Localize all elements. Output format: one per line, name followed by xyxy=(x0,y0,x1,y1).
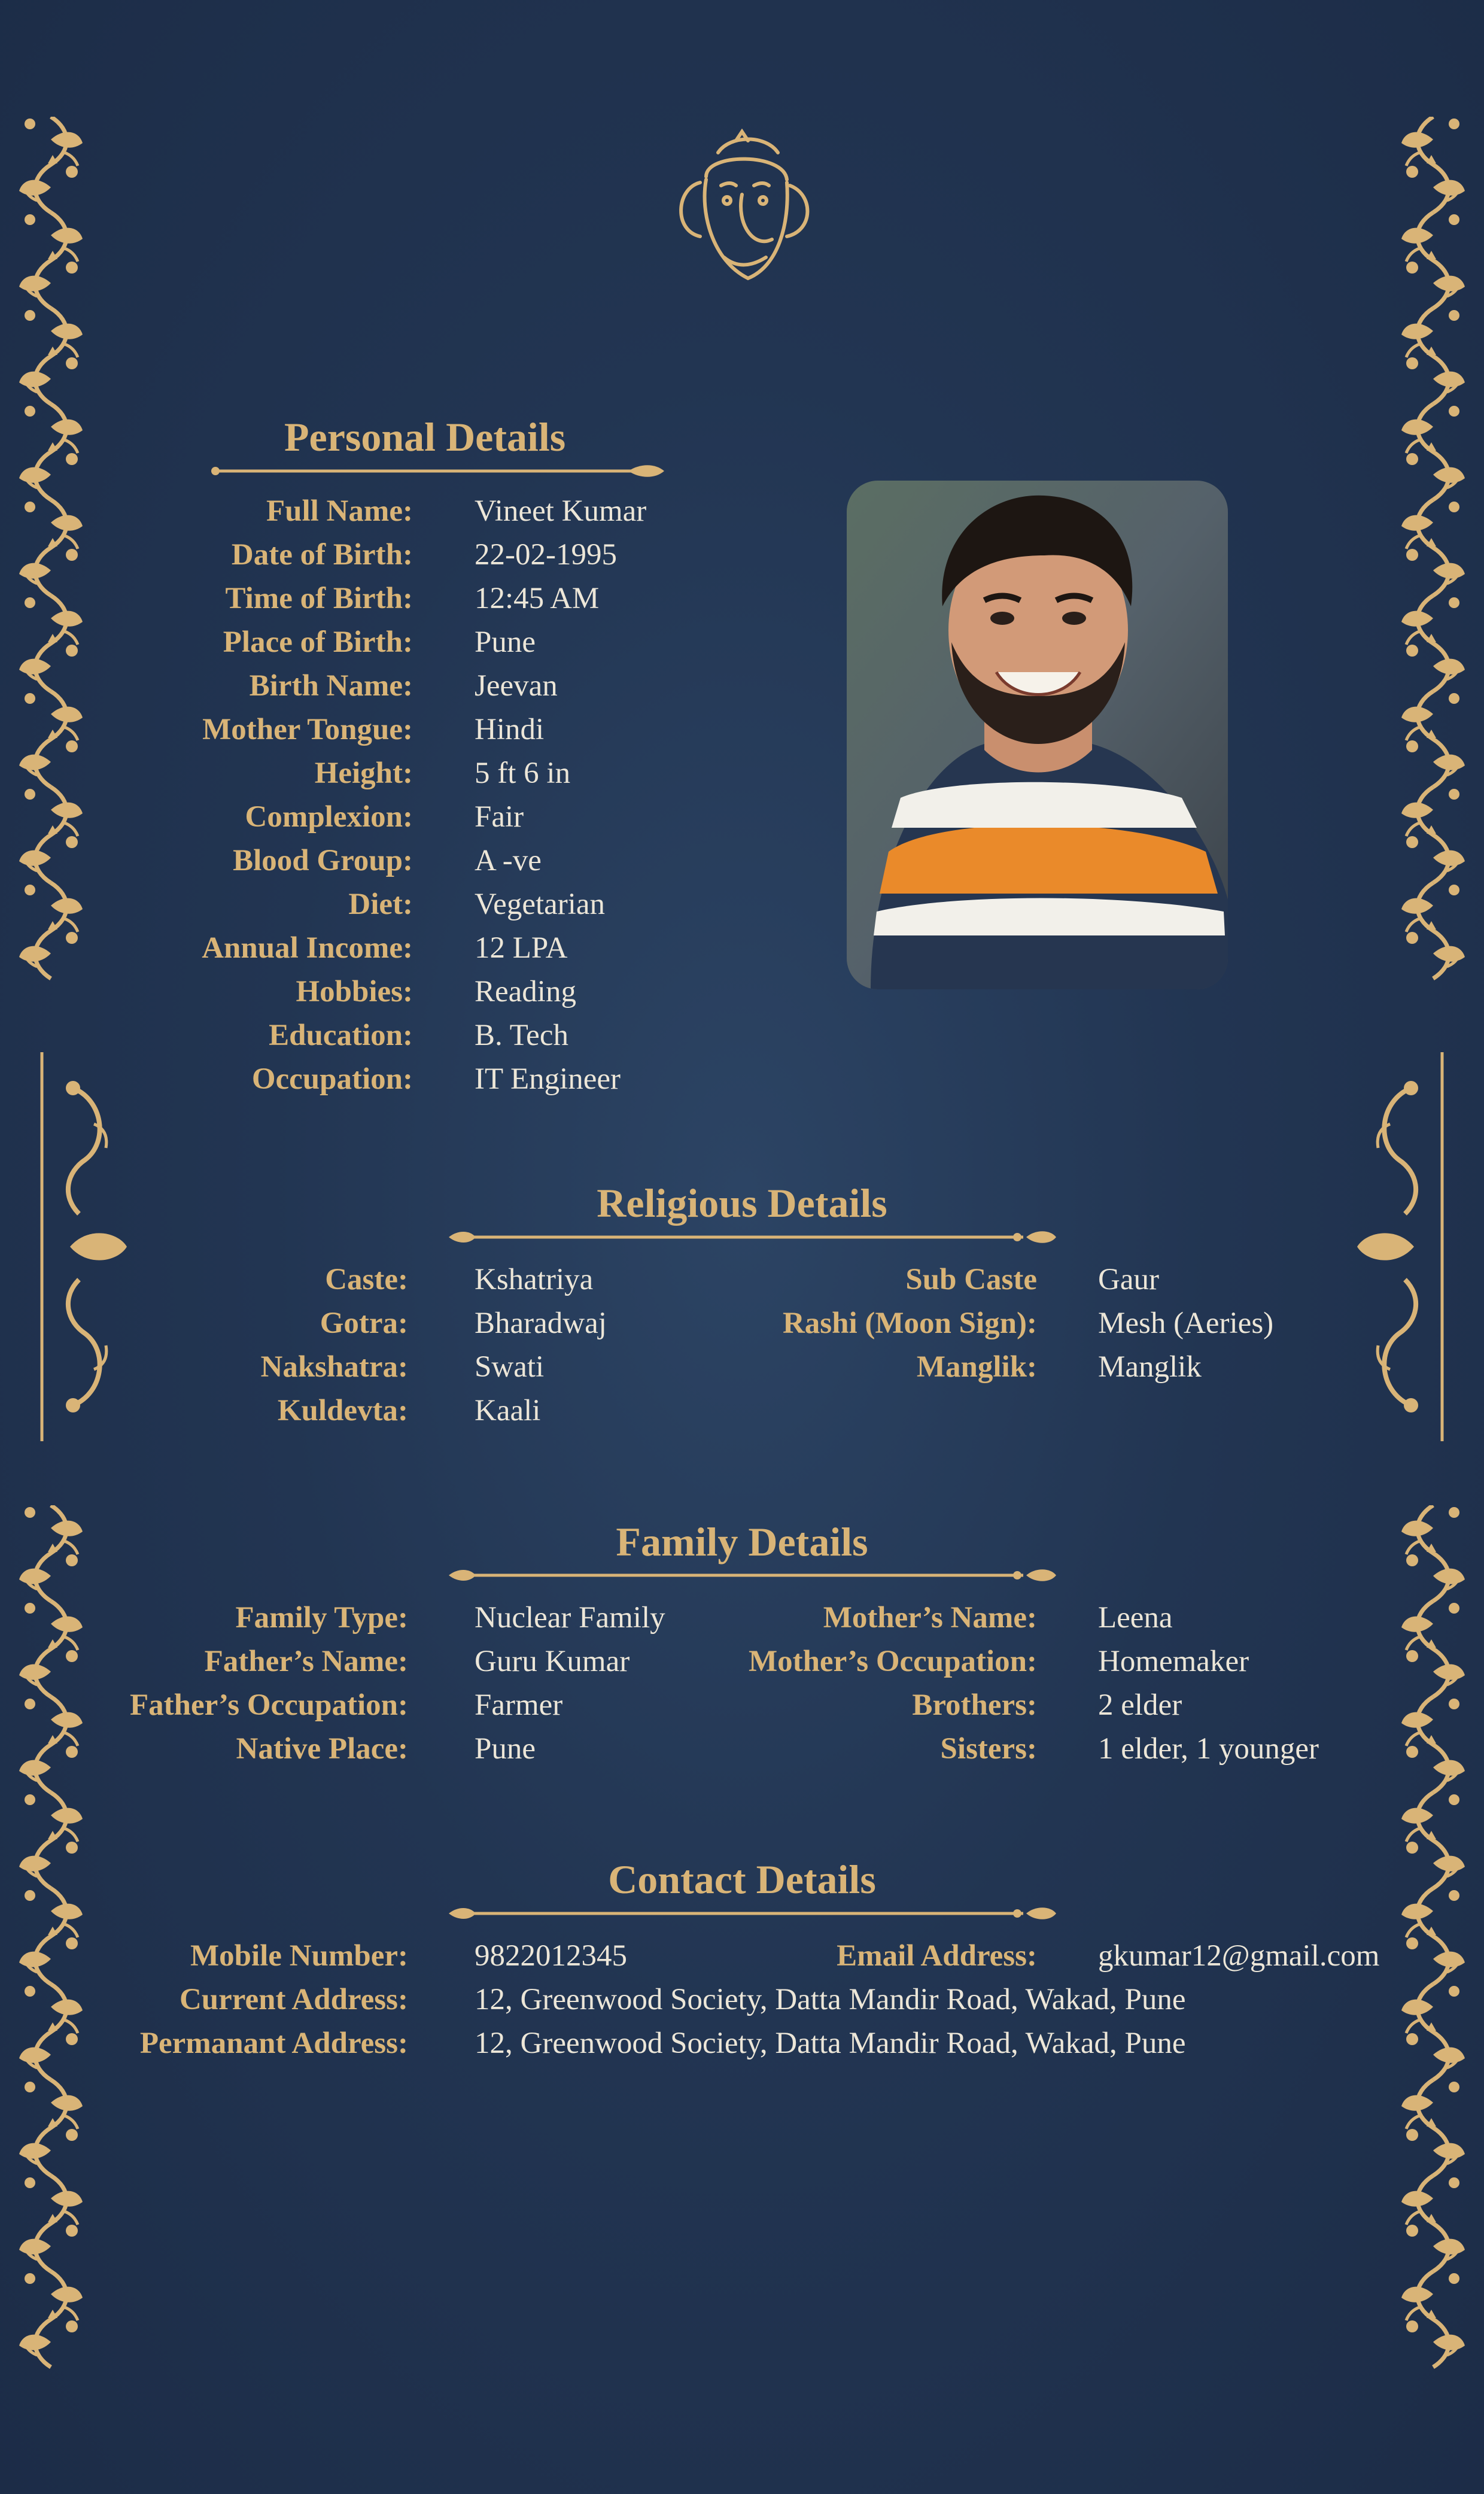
personal-detail-value: A -ve xyxy=(475,844,542,877)
family-detail-right-label: Mother’s Name: xyxy=(823,1601,1037,1635)
email-address-value[interactable]: gkumar12@gmail.com xyxy=(1098,1939,1380,1973)
family-detail-right-value: 2 elder xyxy=(1098,1688,1182,1722)
left-vine-ornament-top xyxy=(18,117,84,991)
mobile-number-label: Mobile Number: xyxy=(190,1939,408,1973)
religious-detail-left-value: Kaali xyxy=(475,1394,541,1427)
religious-detail-left-value: Bharadwaj xyxy=(475,1307,607,1340)
personal-detail-label: Date of Birth: xyxy=(231,538,413,572)
family-detail-right-label: Mother’s Occupation: xyxy=(748,1645,1037,1678)
permanent-address-value: 12, Greenwood Society, Datta Mandir Road, Wakad, Pune xyxy=(475,2027,1186,2060)
personal-detail-value: 5 ft 6 in xyxy=(475,757,571,790)
personal-detail-value: 12:45 AM xyxy=(475,582,600,615)
family-detail-left-label: Family Type: xyxy=(235,1601,408,1635)
personal-detail-label: Birth Name: xyxy=(249,669,413,703)
mobile-number-value: 9822012345 xyxy=(475,1939,627,1973)
personal-detail-label: Time of Birth: xyxy=(225,582,413,615)
right-scroll-ornament xyxy=(1351,1052,1447,1441)
religious-detail-left-label: Gotra: xyxy=(320,1307,408,1340)
religious-detail-right-value: Manglik xyxy=(1098,1350,1202,1384)
contact-title-divider xyxy=(449,1904,1059,1922)
religious-detail-right-label: Rashi (Moon Sign): xyxy=(782,1307,1037,1340)
left-scroll-ornament xyxy=(37,1052,133,1441)
religious-detail-right-label: Sub Caste xyxy=(905,1263,1037,1296)
religious-details-title: Religious Details xyxy=(597,1180,887,1226)
family-detail-right-label: Brothers: xyxy=(912,1688,1037,1722)
permanent-address-label: Permanant Address: xyxy=(139,2027,408,2060)
personal-detail-value: B. Tech xyxy=(475,1019,568,1052)
religious-detail-left-label: Nakshatra: xyxy=(260,1350,408,1384)
personal-detail-label: Mother Tongue: xyxy=(202,713,413,746)
personal-detail-value: 22-02-1995 xyxy=(475,538,617,572)
email-address-label: Email Address: xyxy=(837,1939,1037,1973)
right-vine-ornament-top xyxy=(1400,117,1466,991)
family-title-divider xyxy=(449,1566,1059,1584)
personal-detail-value: 12 LPA xyxy=(475,931,568,965)
personal-detail-label: Occupation: xyxy=(251,1062,413,1096)
family-detail-left-label: Father’s Name: xyxy=(204,1645,408,1678)
personal-detail-value: Jeevan xyxy=(475,669,558,703)
personal-detail-label: Diet: xyxy=(348,888,413,921)
contact-details-title: Contact Details xyxy=(608,1857,876,1902)
personal-detail-label: Education: xyxy=(269,1019,413,1052)
right-vine-ornament-bottom xyxy=(1400,1505,1466,2379)
family-detail-left-value: Guru Kumar xyxy=(475,1645,630,1678)
personal-detail-value: Hindi xyxy=(475,713,545,746)
personal-detail-value: Vegetarian xyxy=(475,888,606,921)
religious-title-divider xyxy=(449,1228,1059,1246)
family-detail-right-value: 1 elder, 1 younger xyxy=(1098,1732,1319,1766)
current-address-label: Current Address: xyxy=(179,1983,408,2016)
personal-detail-label: Place of Birth: xyxy=(223,625,413,659)
personal-detail-value: Fair xyxy=(475,800,524,834)
current-address-value: 12, Greenwood Society, Datta Mandir Road, Wakad, Pune xyxy=(475,1983,1186,2016)
family-details-title: Family Details xyxy=(616,1519,868,1565)
family-detail-right-value: Homemaker xyxy=(1098,1645,1249,1678)
personal-detail-label: Complexion: xyxy=(245,800,413,834)
personal-title-divider xyxy=(209,462,670,480)
religious-detail-right-label: Manglik: xyxy=(916,1350,1037,1384)
personal-detail-label: Full Name: xyxy=(266,494,413,528)
personal-detail-value: Vineet Kumar xyxy=(475,494,647,528)
religious-detail-left-value: Kshatriya xyxy=(475,1263,594,1296)
personal-detail-value: Pune xyxy=(475,625,536,659)
religious-detail-right-value: Gaur xyxy=(1098,1263,1159,1296)
religious-detail-left-value: Swati xyxy=(475,1350,545,1384)
personal-detail-value: IT Engineer xyxy=(475,1062,621,1096)
family-detail-left-label: Native Place: xyxy=(236,1732,408,1766)
personal-detail-value: Reading xyxy=(475,975,576,1008)
profile-photo xyxy=(847,481,1228,989)
family-detail-right-label: Sisters: xyxy=(940,1732,1037,1766)
family-detail-left-value: Farmer xyxy=(475,1688,563,1722)
left-vine-ornament-bottom xyxy=(18,1505,84,2379)
religious-detail-left-label: Caste: xyxy=(325,1263,408,1296)
religious-detail-left-label: Kuldevta: xyxy=(277,1394,408,1427)
personal-detail-label: Blood Group: xyxy=(233,844,413,877)
religious-detail-right-value: Mesh (Aeries) xyxy=(1098,1307,1274,1340)
personal-detail-label: Height: xyxy=(314,757,413,790)
family-detail-left-value: Nuclear Family xyxy=(475,1601,665,1635)
family-detail-left-label: Father’s Occupation: xyxy=(129,1688,408,1722)
personal-detail-label: Hobbies: xyxy=(296,975,413,1008)
ganesha-icon xyxy=(664,129,820,293)
personal-details-title: Personal Details xyxy=(284,414,566,460)
family-detail-right-value: Leena xyxy=(1098,1601,1173,1635)
personal-detail-label: Annual Income: xyxy=(202,931,413,965)
family-detail-left-value: Pune xyxy=(475,1732,536,1766)
